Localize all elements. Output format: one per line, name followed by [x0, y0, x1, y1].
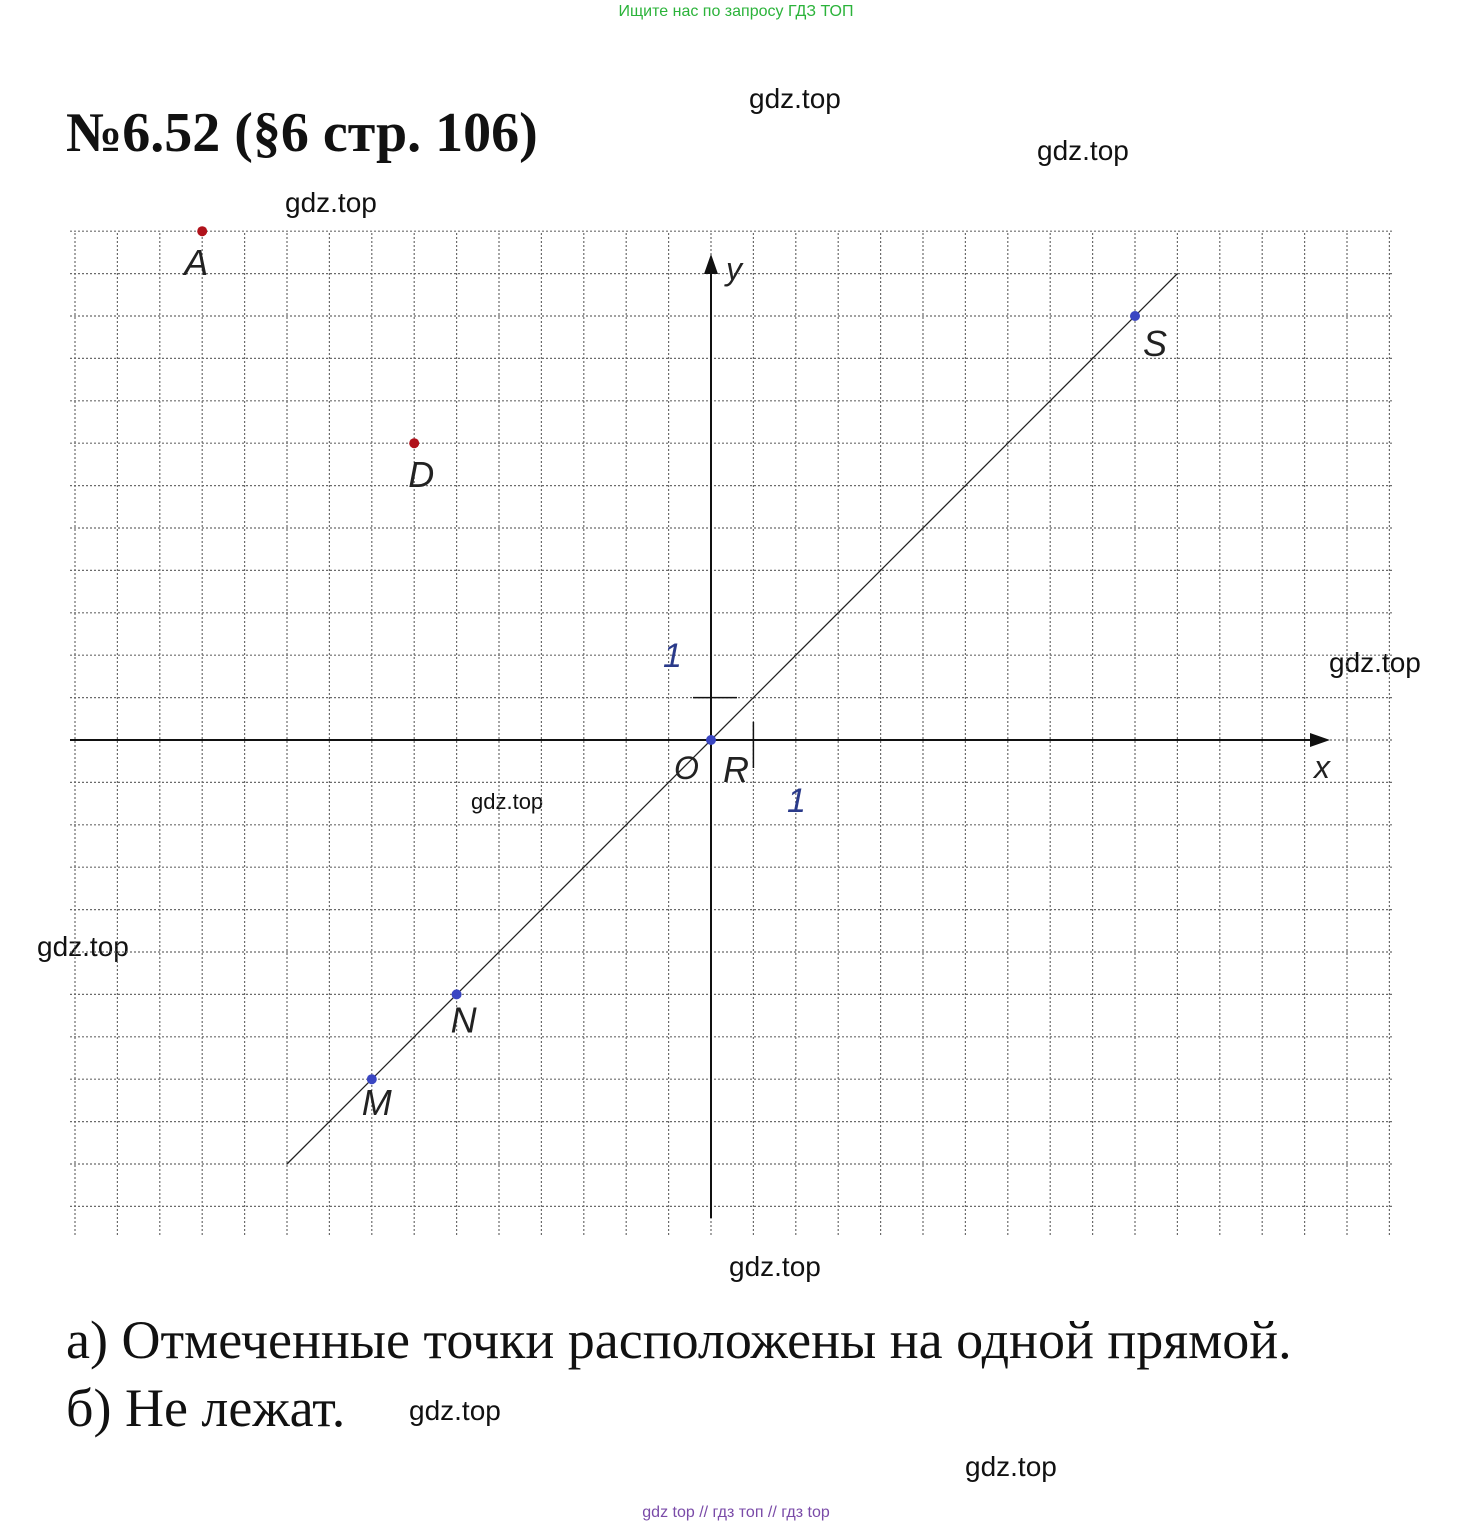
watermark: gdz.top — [285, 187, 377, 218]
y-axis-label: y — [726, 251, 742, 287]
point-label-r: R — [723, 749, 749, 790]
origin-label: O — [674, 750, 699, 786]
point-label-m: M — [361, 1082, 392, 1124]
line-y-equals-x — [287, 274, 1177, 1164]
x-axis-arrow — [1310, 733, 1330, 747]
point-s — [1130, 311, 1140, 321]
point-label-n: N — [450, 999, 477, 1041]
watermark: gdz.top — [1037, 135, 1129, 166]
axes — [70, 251, 1331, 1218]
top-banner[interactable]: Ищите нас по запросу ГДЗ ТОП — [618, 3, 854, 20]
watermark: gdz.top — [729, 1251, 821, 1282]
point-label-s: S — [1143, 323, 1168, 364]
y-axis-arrow — [704, 254, 718, 274]
grid — [70, 231, 1392, 1235]
watermark: gdz.top — [749, 83, 841, 114]
footer-links[interactable]: gdz top // гдз топ // гдз top — [642, 1504, 830, 1521]
watermark: gdz.top — [409, 1395, 501, 1426]
point-label-d: D — [408, 454, 435, 496]
x-unit-label: 1 — [787, 782, 806, 820]
answer-b: б) Не лежат. — [66, 1378, 346, 1438]
point-n — [452, 989, 462, 999]
x-axis-label: x — [1314, 749, 1330, 785]
watermark: gdz.top — [37, 931, 129, 962]
answer-a: а) Отмеченные точки расположены на одной прямой. — [66, 1310, 1292, 1370]
point-d — [409, 438, 419, 448]
point-r — [706, 735, 716, 745]
point-label-a: A — [184, 242, 209, 284]
y-unit-label: 1 — [663, 637, 682, 675]
watermark: gdz.top — [965, 1451, 1057, 1482]
watermark: gdz.top — [1329, 647, 1421, 678]
line-layer — [287, 274, 1177, 1164]
page-title: №6.52 (§6 стр. 106) — [66, 102, 538, 164]
point-a — [197, 226, 207, 236]
watermark: gdz.top — [471, 789, 544, 814]
